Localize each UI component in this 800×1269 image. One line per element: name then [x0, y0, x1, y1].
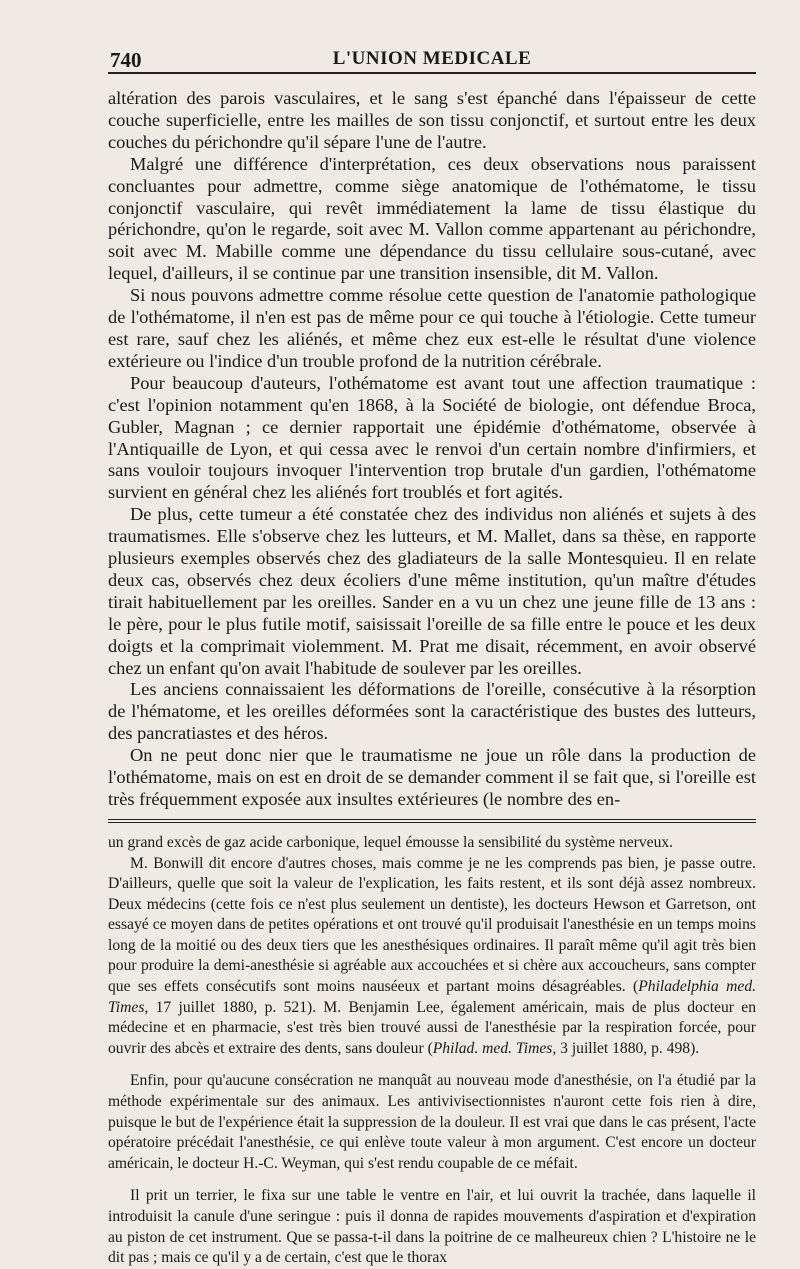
running-head [108, 38, 756, 74]
footnote-divider [108, 819, 756, 820]
footnote-paragraph: M. Bonwill dit encore d'autres choses, mais comme je ne les comprends pas bien, je passe outre. D'ailleurs, quelle que soit la valeur de l'explication, les faits restent, et ils sont déjà assez nombreux. Deux médecins (cette fois ce n'est plus seulement un dentiste), les docteurs Hewson et Garretson, ont essayé ce moyen dans de petites opérations et ont trouvé qu'il produisait l'anesthésie en un temps moins long de la moitié ou des deux tiers que les anesthésiques ordinaires. Il paraît même qu'il agit très bien pour produire la demi-anesthésie si agréable aux accouchées et si chère aux accoucheurs, sans compter que ses effets consécutifs sont moins nauséeux et partant moins désagréables. (Philadelphia med. Times, 17 juillet 1880, p. 521). M. Benjamin Lee, également américain, mais de plus docteur en médecine et en pharmacie, s'est très bien trouvé aussi de l'anesthésie par la respiration forcée, pour ouvrir des abcès et extraire des dents, sans douleur (Philad. med. Times, 3 juillet 1880, p. 498). [108, 854, 757, 1057]
citation: Philadelphia med. Times, [108, 978, 757, 1016]
paragraph: On ne peut donc nier que le traumatisme ne joue un rôle dans la production de l'othématome, mais on est en droit de se demander comment il se fait que, si l'oreille est très fréquemment exposée aux insultes extérieures (le nombre des en- [108, 745, 756, 809]
footnote-text: 17 juillet 1880, p. 521). M. Benjamin Lee, également américain, mais de plus docteur en médecine et en pharmacie, s'est très bien trouvé aussi de l'anesthésie par la respiration forcée, pour ouvrir des abcès et extraire des dents, sans douleur ( [108, 998, 757, 1057]
main-text [108, 88, 756, 811]
footnote-paragraph: Il prit un terrier, le fixa sur une table le ventre en l'air, et lui ouvrit la trachée, dans laquelle il introduisit la canule d'une seringue : puis il donna de rapides mouvements d'aspiration et d'expiration au piston de cet instrument. Que se passa-t-il dans la poitrine de ce malheureux chien ? L'histoire ne le dit pas ; mais ce qu'il y a de certain, c'est que le thorax [108, 1187, 756, 1267]
footnote-text: M. Bonwill dit encore d'autres choses, mais comme je ne les comprends pas bien, je passe outre. D'ailleurs, quelle que soit la valeur de l'explication, les faits restent, et ils sont déjà assez nombreux. Deux médecins (cette fois ce n'est plus seulement un dentiste), les docteurs Hewson et Garretson, ont essayé ce moyen dans de petites opérations et ont trouvé qu'il produisait l'anesthésie en un temps moins long de la moitié ou des deux tiers que les anesthésiques ordinaires. Il paraît même qu'il agit très bien pour produire la demi-anesthésie si agréable aux accouchées et si chère aux accoucheurs, sans compter que ses effets consécutifs sont moins nauséeux et partant moins désagréables. [108, 854, 756, 996]
footnote-divider-thin [108, 822, 756, 823]
footnote-paragraph: un grand excès de gaz acide carbonique, lequel émousse la sensibilité du système nerveux. [108, 833, 674, 851]
footnote-text: 3 juillet 1880, p. 498). [560, 1039, 700, 1057]
footnotes [108, 833, 756, 1269]
paragraph: Pour beaucoup d'auteurs, l'othématome est avant tout une affection traumatique : c'est l'opinion notamment qu'en 1868, à la Société de biologie, ont défendue Broca, Gubler, Magnan ; ce dernier rapportait une épidémie d'othématome, observée à l'Antiquaille de Lyon, et qui cessa avec le renvoi d'un certain nombre d'infirmiers, et sans vouloir toujours invoquer l'intervention trop brutale d'un gardien, l'othématome survient en général chez les aliénés fort troublés et fort agités. [108, 372, 756, 503]
paragraph: Si nous pouvons admettre comme résolue cette question de l'anatomie pathologique de l'othématome, il n'en est pas de même pour ce qui touche à l'étiologie. Cette tumeur est rare, sauf chez les aliénés, et même chez eux est-elle le résultat d'une violence extérieure ou l'indice d'un trouble profond de la nutrition cérébrale. [108, 285, 756, 371]
paragraph: altération des parois vasculaires, et le sang s'est épanché dans l'épaisseur de cette couche superficielle, entre les mailles de son tissu conjonctif, et surtout entre les deux couches du périchondre qu'il sépare l'une de l'autre. [108, 88, 756, 152]
footnote-paragraph: Enfin, pour qu'aucune consécration ne manquât au nouveau mode d'anesthésie, on l'a étudié par la méthode expérimentale sur des animaux. Les antivivisectionnistes n'auront cette fois rien à dire, puisque le but de l'expérience était la suppression de la douleur. Il est vrai que dans le cas présent, l'acte opératoire précédait l'anesthésie, ce qui enlève toute valeur à mon argument. C'est encore un docteur américain, le docteur H.-C. Weyman, qui s'est rendu coupable de ce méfait. [108, 1072, 756, 1172]
citation: Philad. med. Times, [432, 1039, 557, 1057]
paragraph: De plus, cette tumeur a été constatée chez des individus non aliénés et sujets à des traumatismes. Elle s'observe chez les lutteurs, et M. Mallet, dans sa thèse, en rapporte plusieurs exemples observés chez des gladiateurs de la salle Montesquieu. Il en relate deux cas, observés chez deux écoliers d'une même institution, qu'un maître d'études tirait habituellement par les oreilles. Sander en a vu un chez une jeune fille de 13 ans : le père, pour le plus futile motif, saisissait l'oreille de sa fille entre le pouce et les deux doigts et la comprimait violemment. M. Prat me disait, récemment, en avoir observé chez un enfant qu'on avait l'habitude de soulever par les oreilles. [108, 504, 756, 678]
journal-title: L'UNION MEDICALE [332, 48, 532, 69]
paragraph: Les anciens connaissaient les déformations de l'oreille, consécutive à la résorption de l'hématome, et les oreilles déformées sont la caractéristique des bustes des lutteurs, des pancratiastes et des héros. [108, 679, 756, 744]
page-number: 740 [110, 48, 142, 72]
paragraph: Malgré une différence d'interprétation, ces deux observations nous paraissent concluantes pour admettre, comme siège anatomique de l'othématome, le tissu conjonctif vasculaire, qui revêt immédiatement la lame de tissu élastique du périchondre, qu'on le regarde, soit avec M. Vallon comme appartenant au périchondre, soit avec M. Mabille comme une dépendance du tissu cellulaire sous-cutané, avec lequel, d'ailleurs, il se continue par une transition insensible, dit M. Vallon. [108, 153, 756, 284]
